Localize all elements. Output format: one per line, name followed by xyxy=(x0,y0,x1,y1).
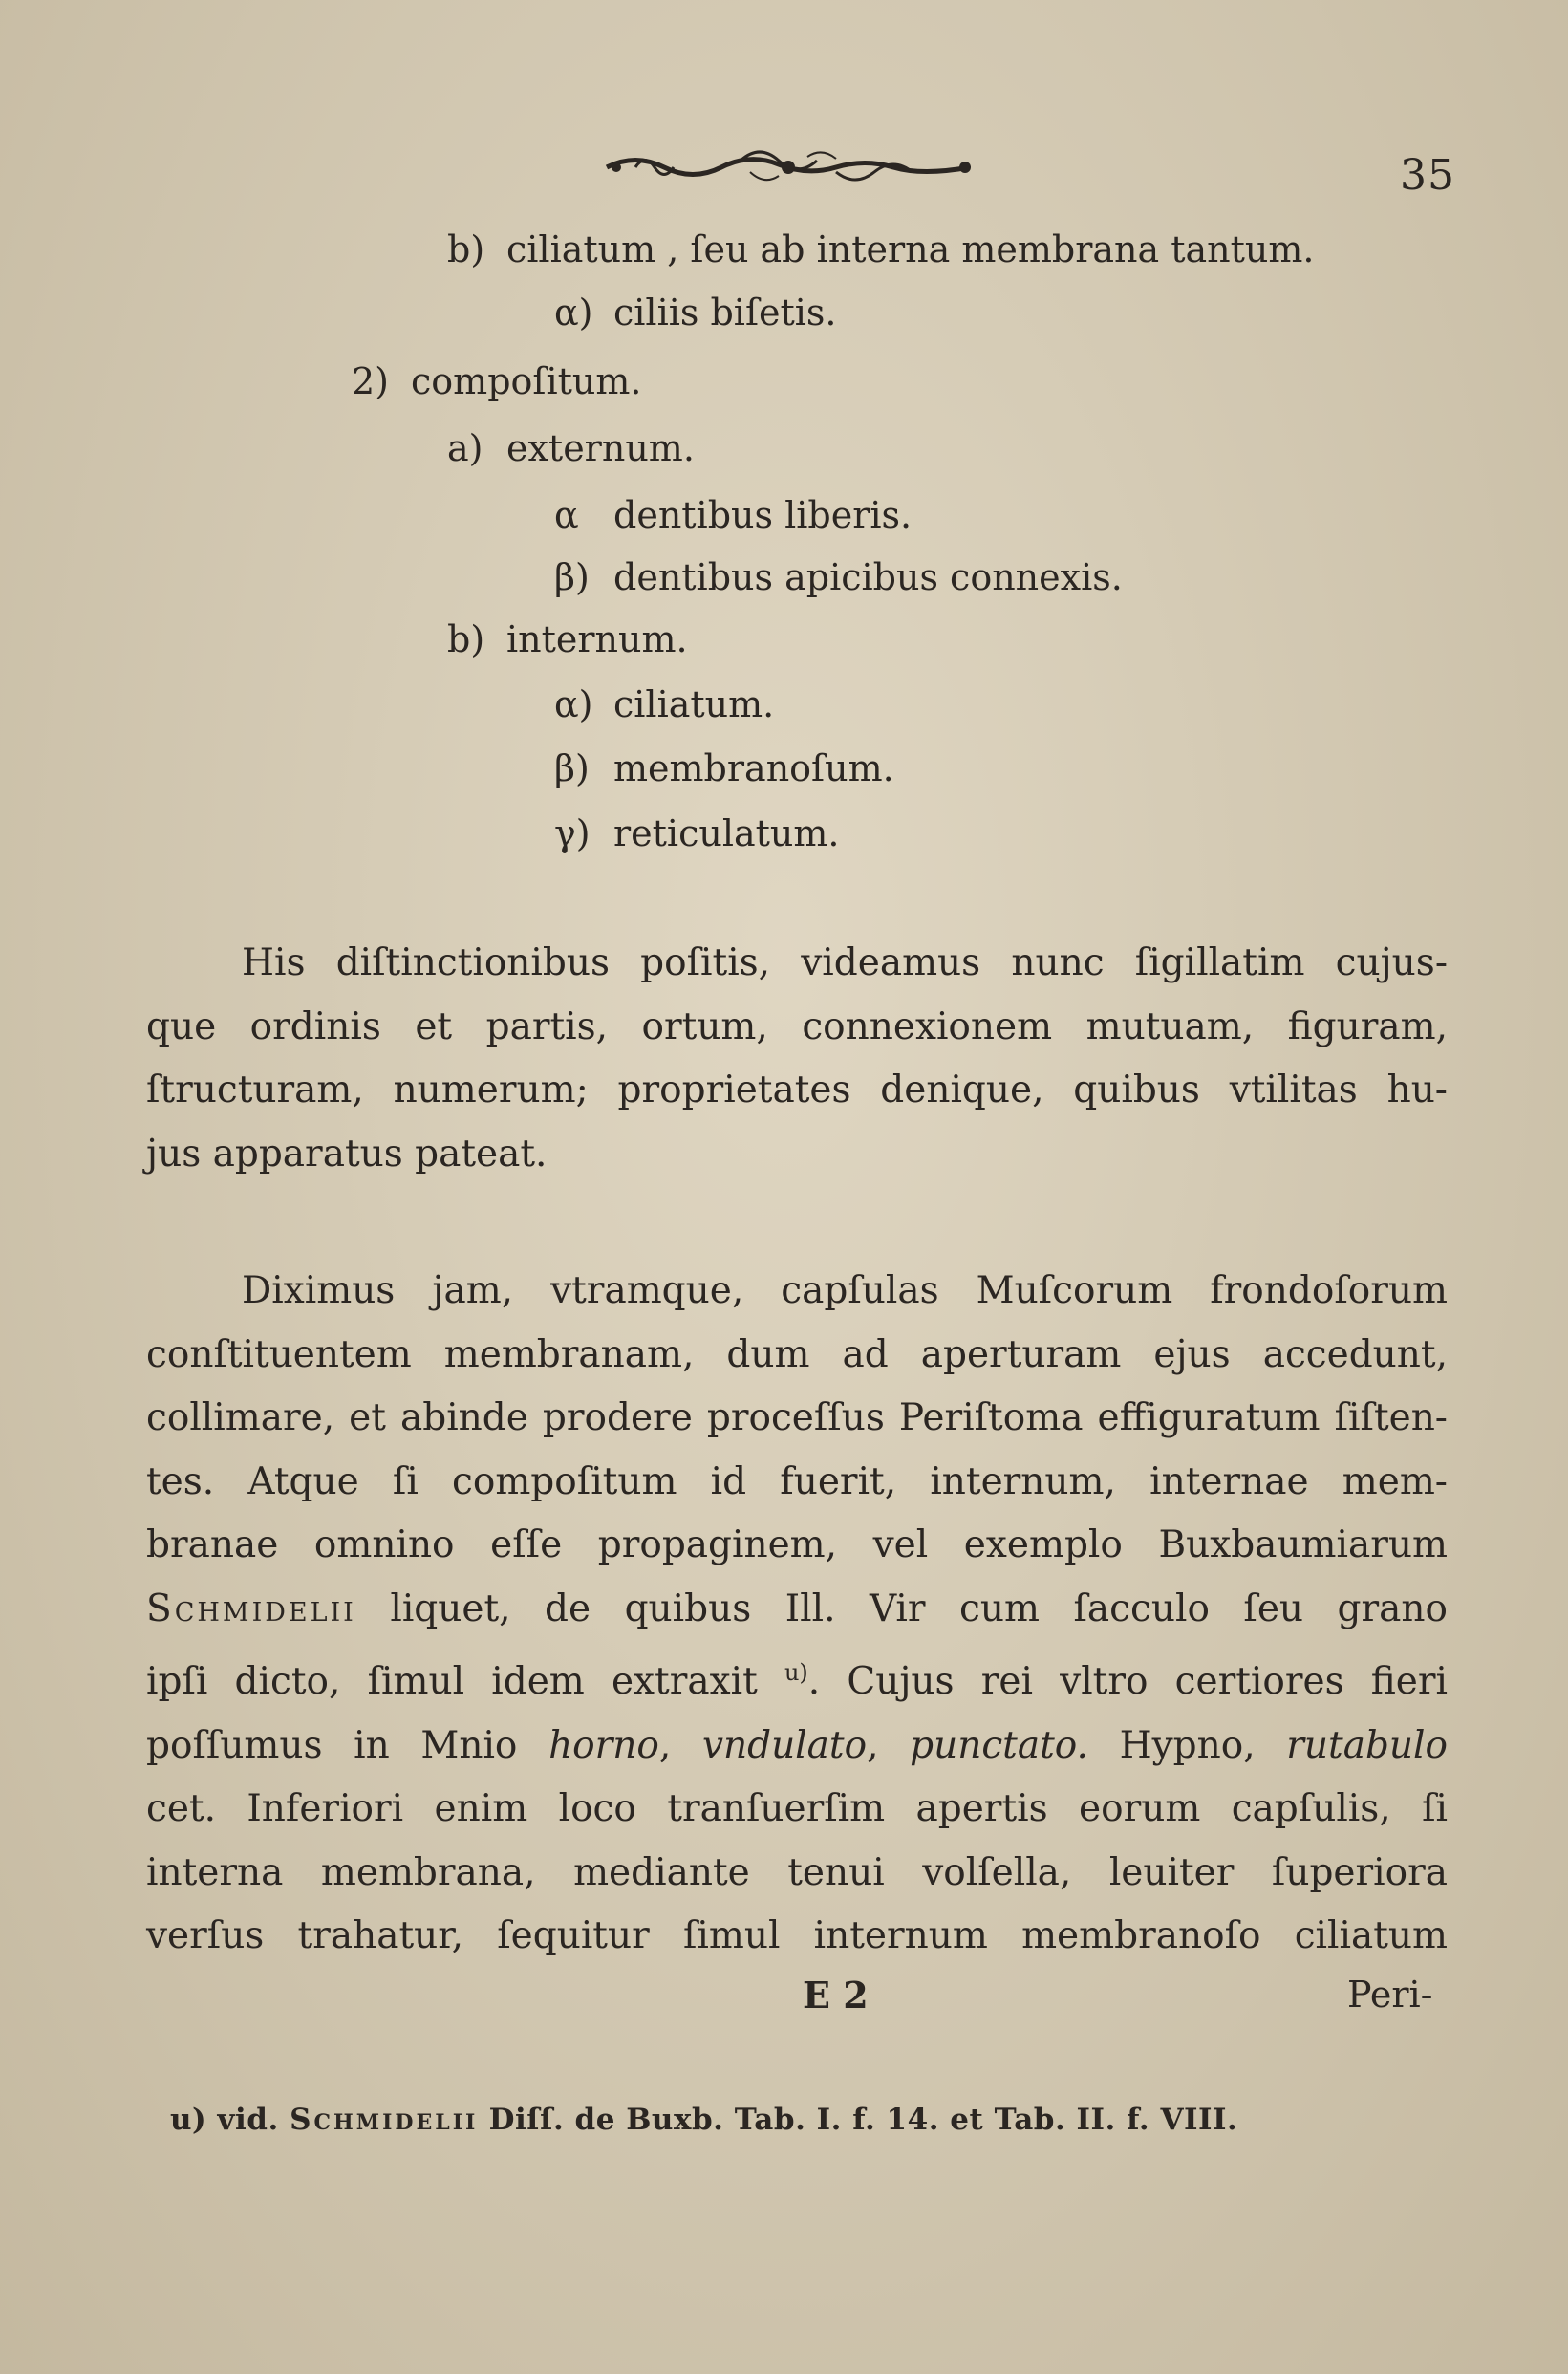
printer-ornament-icon xyxy=(597,143,984,191)
signature-mark: E 2 xyxy=(803,1974,869,2017)
page-number: 35 xyxy=(1400,151,1455,200)
footnote-mark: u) xyxy=(170,2103,207,2137)
outline-item: b) internum. xyxy=(447,618,688,660)
outline-item: γ) reticulatum. xyxy=(554,812,840,854)
footnote-reference: u) xyxy=(784,1659,808,1686)
line-footnote-ref: ipſi dicto, ſimul idem extraxit $^{u)}$. Cujus rei vltro certiores fieri xyxy=(146,1659,1448,1703)
footnote-author: Schmidelii xyxy=(290,2103,479,2137)
footnote: u) vid. Schmidelii Diſſ. de Buxb. Tab. I. f. 14. et Tab. II. f. VIII. xyxy=(170,2103,1238,2137)
outline-item: β) membranoſum. xyxy=(554,747,894,789)
outline-item: a) externum. xyxy=(447,427,695,469)
author-name: Schmidelii xyxy=(146,1586,356,1630)
line-schmidelii: Schmidelii liquet, de quibus Ill. Vir cum ſacculo ſeu grano xyxy=(146,1586,1448,1630)
outline-item: 2) compoſitum. xyxy=(352,360,642,402)
line-species: poſſumus in Mnio horno, vndulato, punctato. Hypno, rutabulo xyxy=(146,1723,1448,1767)
outline-item: β) dentibus apicibus connexis. xyxy=(554,556,1123,598)
paragraph-peristome: Diximus jam, vtramque, capſulas Muſcorum frondoſorum conſtituentem membranam, dum ad aperturam ejus accedunt, collimare, et abinde prodere proceſſus Periſtoma effiguratum ſiſten- tes. Atque ſi compoſitum id fuerit, internum, internae mem- branae omnino eſſe propaginem, vel exemplo Buxbaumiarum Schmidelii liquet, de quibus Ill. Vir cum ſacculo ſeu grano ipſi dicto, ſimul idem extraxit $^{u)}$. Cujus rei vltro certiores fieri poſſumus in Mnio horno, vndulato, punctato. Hypno, rutabulo cet. Inferiori enim loco tranſuerſim apertis eorum capſulis, ſi interna membrana, mediante tenui volſella, leuiter ſuperiora verſus trahatur, ſequitur ſimul internum membranoſo ciliatum xyxy=(146,1269,1448,1957)
outline-item: b) ciliatum , ſeu ab interna membrana tantum. xyxy=(447,228,1315,270)
outline-item: α dentibus liberis. xyxy=(554,494,913,536)
paragraph-distinctions: His diſtinctionibus poſitis, videamus nunc ſigillatim cujus- que ordinis et partis, ortum, connexionem mutuam, figuram, ſtructuram, numerum; proprietates denique, quibus vtilitas hu- jus apparatus pateat. xyxy=(146,941,1448,1176)
outline-item: α) ciliis biſetis. xyxy=(554,291,837,334)
outline-item: α) ciliatum. xyxy=(554,683,775,725)
catchword: Peri- xyxy=(1347,1974,1433,2016)
